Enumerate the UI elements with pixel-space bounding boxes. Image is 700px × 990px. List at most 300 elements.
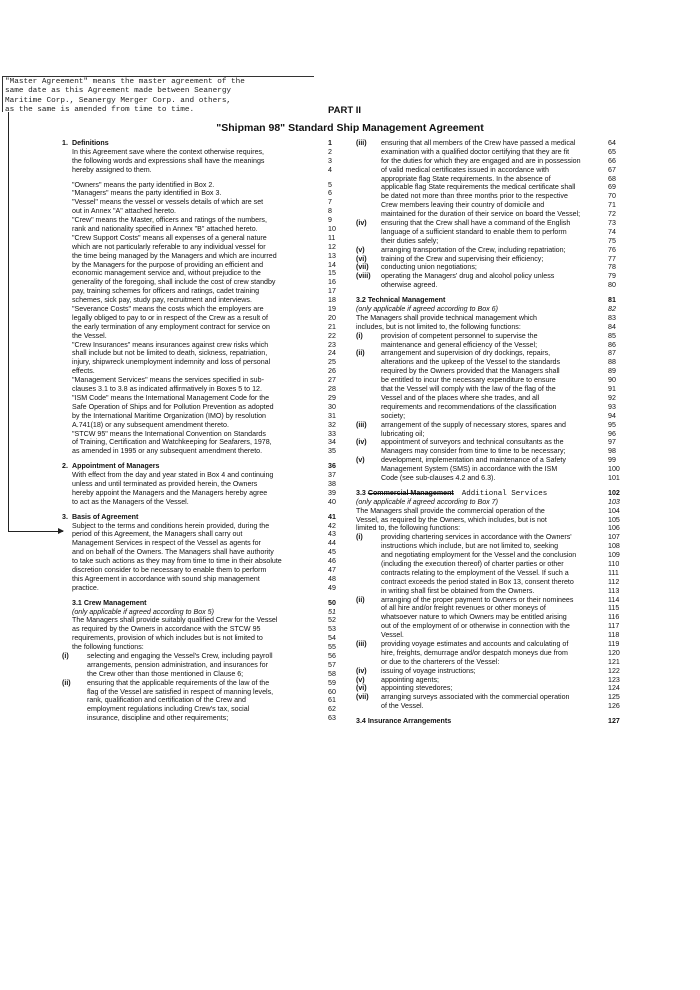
text-line <box>356 595 620 605</box>
text-line <box>62 430 336 439</box>
text-line <box>356 551 620 560</box>
text-line <box>356 139 616 148</box>
line-number: 28 <box>328 385 336 394</box>
line-number: 114 <box>608 595 620 604</box>
text-line <box>356 332 616 341</box>
line-text: 3.3 Commercial Management Additional Services <box>356 488 548 498</box>
insertion-bracket-line <box>8 112 9 532</box>
text-line <box>62 157 336 166</box>
text-line <box>356 296 616 305</box>
line-text: generality of the foregoing, shall include the cost of crew standby <box>72 278 276 287</box>
line-number: 2 <box>328 147 332 156</box>
line-number: 77 <box>608 254 616 263</box>
line-number: 27 <box>328 376 336 385</box>
line-text: hire, freights, demurrage and/or despatch moneys due from <box>381 648 568 657</box>
text-line <box>62 287 336 296</box>
item-label: (v) <box>356 245 365 254</box>
line-number: 3 <box>328 156 332 165</box>
line-text: contract exceeds the period stated in Box 13, consent thereto <box>381 577 574 586</box>
line-number: 119 <box>608 639 620 648</box>
text-line <box>356 542 620 551</box>
line-number: 21 <box>328 322 336 331</box>
text-line <box>356 666 620 676</box>
text-line <box>62 261 336 270</box>
text-line <box>62 181 336 190</box>
line-text: of valid medical certificates issued in accordance with <box>381 165 549 174</box>
line-number: 22 <box>328 331 336 340</box>
line-text: ensuring that the applicable requirements of the law of the <box>87 678 270 687</box>
text-line <box>356 376 616 385</box>
line-text: "Crew Insurances" means insurances against crew risks which <box>72 340 269 349</box>
text-line <box>62 625 336 634</box>
line-number: 112 <box>608 577 620 586</box>
text-line <box>62 421 336 430</box>
item-label: (i) <box>356 331 363 340</box>
text-line <box>356 497 620 507</box>
line-number: 97 <box>608 438 616 447</box>
line-number: 37 <box>328 471 336 480</box>
line-number: 124 <box>608 684 620 693</box>
line-text: With effect from the day and year stated in Box 4 and continuing <box>72 471 274 480</box>
line-text: whatsoever nature to which Owners may be entitled arising <box>381 613 567 622</box>
line-text: language of a sufficient standard to enable them to perform <box>381 227 567 236</box>
text-line <box>62 522 336 531</box>
text-line <box>62 679 336 688</box>
line-text: "Crew Support Costs" means all expenses of a general nature <box>72 233 267 242</box>
text-line <box>356 465 620 474</box>
text-line <box>62 513 336 522</box>
line-text: training of the Crew and supervising their efficiency; <box>381 254 544 263</box>
line-number: 87 <box>608 349 616 358</box>
line-text: clauses 3.1 to 3.8 as indicated affirmatively in Boxes 5 to 12. <box>72 385 262 394</box>
line-number: 79 <box>608 272 616 281</box>
line-text: discretion consider to be necessary to enable them to perform <box>72 565 267 574</box>
text-line <box>62 243 336 252</box>
text-line <box>62 634 336 643</box>
item-label: (iii) <box>356 139 367 147</box>
line-number: 102 <box>608 488 620 497</box>
line-number: 105 <box>608 515 620 524</box>
line-text: Crew members leaving their country of domicile and <box>381 201 545 210</box>
line-text: be dated not more than three months prior to the respective <box>381 192 568 201</box>
line-text: maintenance and general efficiency of the Vessel; <box>381 340 538 349</box>
line-text: by the Managers for the purpose of providing an efficient and <box>72 260 264 269</box>
typed-line: "Master Agreement" means the master agreement of the <box>5 78 245 86</box>
text-line <box>62 548 336 557</box>
item-label: (v) <box>356 675 365 684</box>
text-line <box>62 566 336 575</box>
line-text: arranging of the proper payment to Owners or their nominees <box>381 595 574 604</box>
line-text: period of this Agreement, the Managers shall carry out <box>72 530 243 539</box>
line-text: otherwise agreed. <box>381 281 438 290</box>
line-number: 11 <box>328 233 336 242</box>
item-label: (i) <box>356 533 363 542</box>
text-line <box>62 403 336 412</box>
line-text: arrangement of the supply of necessary stores, spares and <box>381 420 566 429</box>
text-line <box>356 559 620 569</box>
left-column <box>62 139 336 723</box>
line-text: the Crew other than those mentioned in Clause 6; <box>87 669 244 678</box>
line-number: 30 <box>328 402 336 411</box>
line-text: The Managers shall provide suitably qualified Crew for the Vessel <box>72 616 278 625</box>
line-text: (only applicable if agreed according to Box 7) <box>356 497 498 506</box>
line-text: to take such actions as they may from time to time in their absolute <box>72 557 282 566</box>
item-label: (i) <box>62 651 69 660</box>
line-text: the early termination of any employment contract for service on <box>72 322 270 331</box>
text-line <box>62 198 336 207</box>
line-number: 76 <box>608 245 616 254</box>
line-number: 104 <box>608 506 620 515</box>
text-line <box>356 166 616 175</box>
line-text: of the Vessel. <box>381 702 424 711</box>
text-line <box>356 430 616 439</box>
line-number: 113 <box>608 586 620 595</box>
text-line <box>356 341 616 350</box>
line-text: of Training, Certification and Watchkeeping for Seafarers, 1978, <box>72 438 272 447</box>
text-line <box>356 568 619 578</box>
item-label: (viii) <box>356 272 371 281</box>
text-line <box>356 702 620 711</box>
line-number: 57 <box>328 660 336 669</box>
line-text: Managers may consider from time to time to be necessary; <box>381 447 566 456</box>
line-number: 47 <box>328 565 336 574</box>
line-text: appointing agents; <box>381 675 439 684</box>
line-text: legally obliged to pay to or in respect of the Crew as a result of <box>72 313 268 322</box>
line-text: economic management service and, without prejudice to the <box>72 269 261 278</box>
line-number: 16 <box>328 278 336 287</box>
line-number: 83 <box>608 313 616 322</box>
line-text: operating the Managers' drug and alcohol policy unless <box>381 272 555 281</box>
line-number: 42 <box>328 521 336 530</box>
line-number: 91 <box>608 385 616 394</box>
line-text: "Management Services" means the services specified in sub- <box>72 376 264 385</box>
item-label: 3. <box>62 512 68 521</box>
text-line <box>62 438 336 447</box>
text-line <box>62 341 336 350</box>
line-number: 98 <box>608 447 616 456</box>
line-number: 9 <box>328 216 332 225</box>
line-number: 55 <box>328 643 336 652</box>
line-text: The Managers shall provide technical management which <box>356 313 537 322</box>
text-line <box>356 675 620 685</box>
line-text: flag of the Vessel are satisfied in respect of manning levels, <box>87 687 274 696</box>
line-number: 103 <box>608 497 620 506</box>
text-line <box>62 480 336 489</box>
text-line <box>62 688 336 697</box>
text-line <box>62 462 336 471</box>
line-number: 56 <box>328 651 336 660</box>
line-text: by the International Maritime Organization (IMO) by resolution <box>72 411 266 420</box>
text-line <box>356 613 620 622</box>
line-number: 35 <box>328 447 336 456</box>
line-number: 93 <box>608 402 616 411</box>
line-number: 101 <box>608 473 620 482</box>
text-line <box>62 305 336 314</box>
line-text: A.741(18) or any subsequent amendment thereto. <box>72 420 229 429</box>
text-line <box>356 148 616 157</box>
line-text: appropriate flag State requirements. In the absence of <box>381 174 551 183</box>
line-text: arrangement and supervision of dry dockings, repairs, <box>381 349 551 358</box>
line-text: of all hire and/or freight revenues or other moneys of <box>381 604 546 613</box>
text-line <box>356 272 616 281</box>
line-number: 116 <box>608 613 620 622</box>
line-text: Management Services in respect of the Vessel as agents for <box>72 539 261 548</box>
line-text: Basis of Agreement <box>72 512 139 521</box>
text-line <box>356 473 620 483</box>
line-text: the Vessel. <box>72 331 107 340</box>
item-label: (iv) <box>356 666 367 675</box>
line-text: ensuring that the Crew shall have a command of the English <box>381 219 571 228</box>
line-text: lubricating oil; <box>381 429 425 438</box>
line-number: 111 <box>608 568 619 577</box>
item-label: (iii) <box>356 639 367 648</box>
line-number: 70 <box>608 192 616 201</box>
line-number: 123 <box>608 675 620 684</box>
text-line <box>62 714 336 723</box>
typed-line: Maritime Corp., Seanergy Merger Corp. and others, <box>5 96 232 105</box>
text-line <box>356 604 620 613</box>
text-line <box>356 255 616 264</box>
typed-master-agreement-note <box>2 76 314 112</box>
struck-text: Commercial Management <box>367 488 454 497</box>
line-text: contracts relating to the employment of the Vessel. If such a <box>381 568 569 577</box>
line-text: out of the employment of or otherwise in connection with the <box>381 622 570 631</box>
text-line <box>356 717 620 726</box>
item-label: (iv) <box>356 438 367 447</box>
line-number: 33 <box>328 429 336 438</box>
item-label: (ii) <box>62 678 71 687</box>
line-text: "Crew" means the Master, officers and ratings of the numbers, <box>72 216 267 225</box>
line-number: 61 <box>328 696 336 705</box>
line-number: 115 <box>608 604 620 613</box>
line-text: Vessel. <box>381 631 404 640</box>
text-line <box>356 684 620 693</box>
line-text: arranging transportation of the Crew, including repatriation; <box>381 245 566 254</box>
line-number: 26 <box>328 367 336 376</box>
line-number: 81 <box>608 296 616 305</box>
line-number: 65 <box>608 147 616 156</box>
line-number: 4 <box>328 165 332 174</box>
line-number: 127 <box>608 717 620 726</box>
line-text: the time being managed by the Managers and which are incurred <box>72 251 277 260</box>
line-number: 1 <box>328 139 332 147</box>
text-line <box>62 234 336 243</box>
text-line <box>356 506 620 516</box>
line-text: (only applicable if agreed according to Box 5) <box>72 607 214 616</box>
line-number: 12 <box>328 242 336 251</box>
line-text: Vessel and of the places where she trades, and all <box>381 393 540 402</box>
line-text: be entitled to incur the necessary expenditure to ensure <box>381 376 556 385</box>
line-number: 34 <box>328 438 336 447</box>
line-text: out in Annex "A" attached hereto. <box>72 207 177 216</box>
item-label: (iii) <box>356 420 367 429</box>
line-number: 90 <box>608 376 616 385</box>
line-number: 7 <box>328 198 332 207</box>
item-label: (ii) <box>356 595 365 604</box>
line-number: 71 <box>608 201 616 210</box>
line-text: ensuring that all members of the Crew have passed a medical <box>381 139 576 147</box>
line-text: 3.1 Crew Management <box>72 598 147 607</box>
text-line <box>62 332 336 341</box>
line-text: appointment of surveyors and technical consultants as the <box>381 438 564 447</box>
line-text: that the Vessel will comply with the law of the flag of the <box>381 385 556 394</box>
line-text: Subject to the terms and conditions herein provided, during the <box>72 521 270 530</box>
line-number: 66 <box>608 156 616 165</box>
text-line <box>356 648 620 658</box>
text-line <box>62 358 336 367</box>
text-line <box>62 323 336 332</box>
line-text: for the duties for which they are engaged and are in possession <box>381 156 581 165</box>
text-line <box>356 515 620 525</box>
line-number: 117 <box>608 622 620 631</box>
line-text: Definitions <box>72 139 109 147</box>
line-text: "Severance Costs" means the costs which the employers are <box>72 305 264 314</box>
text-line <box>356 219 616 228</box>
line-number: 54 <box>328 634 336 643</box>
line-number: 89 <box>608 367 616 376</box>
line-number: 40 <box>328 497 336 506</box>
line-text: the following functions: <box>72 643 144 652</box>
line-number: 108 <box>608 542 620 551</box>
line-number: 96 <box>608 429 616 438</box>
text-line <box>62 314 336 323</box>
line-number: 44 <box>328 539 336 548</box>
line-number: 43 <box>328 530 336 539</box>
line-text: includes, but is not limited to, the following functions: <box>356 322 521 331</box>
line-text: their duties safely; <box>381 236 439 245</box>
line-number: 52 <box>328 616 336 625</box>
line-number: 69 <box>608 183 616 192</box>
text-line <box>62 349 336 358</box>
line-number: 68 <box>608 174 616 183</box>
text-line <box>356 323 616 332</box>
text-line <box>356 201 616 210</box>
text-line <box>62 269 336 278</box>
text-line <box>62 696 336 705</box>
line-text: and on behalf of the Owners. The Managers shall have authority <box>72 548 274 557</box>
text-line <box>356 456 616 465</box>
text-line <box>356 228 616 237</box>
text-line <box>356 639 620 649</box>
line-number: 49 <box>328 583 336 592</box>
text-line <box>62 530 336 539</box>
line-number: 23 <box>328 340 336 349</box>
line-text: employment regulations including Crew's tax, social <box>87 705 250 714</box>
line-number: 125 <box>608 693 620 702</box>
line-number: 32 <box>328 420 336 429</box>
text-line <box>62 412 336 421</box>
line-number: 88 <box>608 358 616 367</box>
line-number: 74 <box>608 227 616 236</box>
line-text: appointing stevedores; <box>381 684 453 693</box>
line-text: society; <box>381 411 406 420</box>
line-number: 100 <box>608 465 620 474</box>
line-text: Safe Operation of Ships and for Pollution Prevention as adopted <box>72 402 274 411</box>
line-number: 51 <box>328 607 336 616</box>
text-line <box>356 421 616 430</box>
text-line <box>62 166 336 175</box>
text-line <box>356 622 620 631</box>
text-line <box>62 670 336 679</box>
text-line <box>62 278 336 287</box>
text-line <box>356 524 620 533</box>
insertion-arrow <box>8 531 63 532</box>
line-number: 67 <box>608 165 616 174</box>
text-line <box>62 643 336 652</box>
text-line <box>62 296 336 305</box>
text-line <box>356 385 616 394</box>
text-line <box>356 447 616 456</box>
item-label: (iv) <box>356 219 367 228</box>
line-text: rank, qualification and certification of the Crew and <box>87 696 246 705</box>
line-text: rank and nationality specified in Annex "B" attached hereto. <box>72 225 258 234</box>
line-text: effects. <box>72 367 95 376</box>
line-text: Vessel, as required by the Owners, which includes, but is not <box>356 515 547 524</box>
line-text: to act as the Managers of the Vessel. <box>72 497 189 506</box>
line-text: in writing shall first be obtained from the Owners. <box>381 586 535 595</box>
line-number: 6 <box>328 189 332 198</box>
line-text: (including the execution thereof) of charter parties or other <box>381 559 564 568</box>
line-number: 110 <box>608 559 620 568</box>
text-line <box>62 394 336 403</box>
line-text: practice. <box>72 583 99 592</box>
item-label: (ii) <box>356 349 365 358</box>
line-number: 118 <box>608 631 620 640</box>
line-number: 99 <box>608 456 616 465</box>
line-text: In this Agreement save where the context otherwise requires, <box>72 147 265 156</box>
text-line <box>356 657 620 667</box>
text-line <box>62 557 336 566</box>
text-line <box>356 577 620 587</box>
text-line <box>62 539 336 548</box>
line-number: 45 <box>328 548 336 557</box>
text-line <box>62 575 336 584</box>
document-title: "Shipman 98" Standard Ship Management Agreement <box>216 122 484 134</box>
line-text: as required by the Owners in accordance with the STCW 95 <box>72 625 261 634</box>
text-line <box>356 693 620 702</box>
text-line <box>62 608 336 617</box>
line-number: 46 <box>328 557 336 566</box>
line-text: this Agreement in accordance with sound ship management <box>72 574 260 583</box>
line-text: The Managers shall provide the commercial operation of the <box>356 506 545 515</box>
line-number: 25 <box>328 358 336 367</box>
text-line <box>62 148 336 157</box>
text-line <box>356 210 616 219</box>
line-text: instructions which include, but are not limited to, seeking <box>381 542 559 551</box>
text-line <box>62 216 336 225</box>
line-text: Code (see sub-clauses 4.2 and 6.3). <box>381 473 496 482</box>
line-text: or due to the charterers of the Vessel: <box>381 657 500 666</box>
line-number: 41 <box>328 512 336 521</box>
item-label: (vi) <box>356 254 367 263</box>
line-number: 120 <box>608 648 620 657</box>
text-line <box>62 498 336 507</box>
text-line <box>62 447 336 456</box>
line-number: 107 <box>608 533 620 542</box>
line-text: "Vessel" means the vessel or vessels details of which are set <box>72 198 264 207</box>
text-line <box>356 175 616 184</box>
line-number: 24 <box>328 349 336 358</box>
text-line <box>356 192 616 201</box>
line-number: 17 <box>328 287 336 296</box>
line-text: conducting union negotiations; <box>381 263 477 272</box>
typed-insertion: Additional Services <box>461 489 548 498</box>
text-line <box>62 661 336 670</box>
line-text: arranging surveys associated with the commercial operation <box>381 693 570 702</box>
line-text: maintained for the duration of their service on board the Vessel; <box>381 210 581 219</box>
line-text: provision of competent personnel to supervise the <box>381 331 538 340</box>
line-number: 62 <box>328 705 336 714</box>
